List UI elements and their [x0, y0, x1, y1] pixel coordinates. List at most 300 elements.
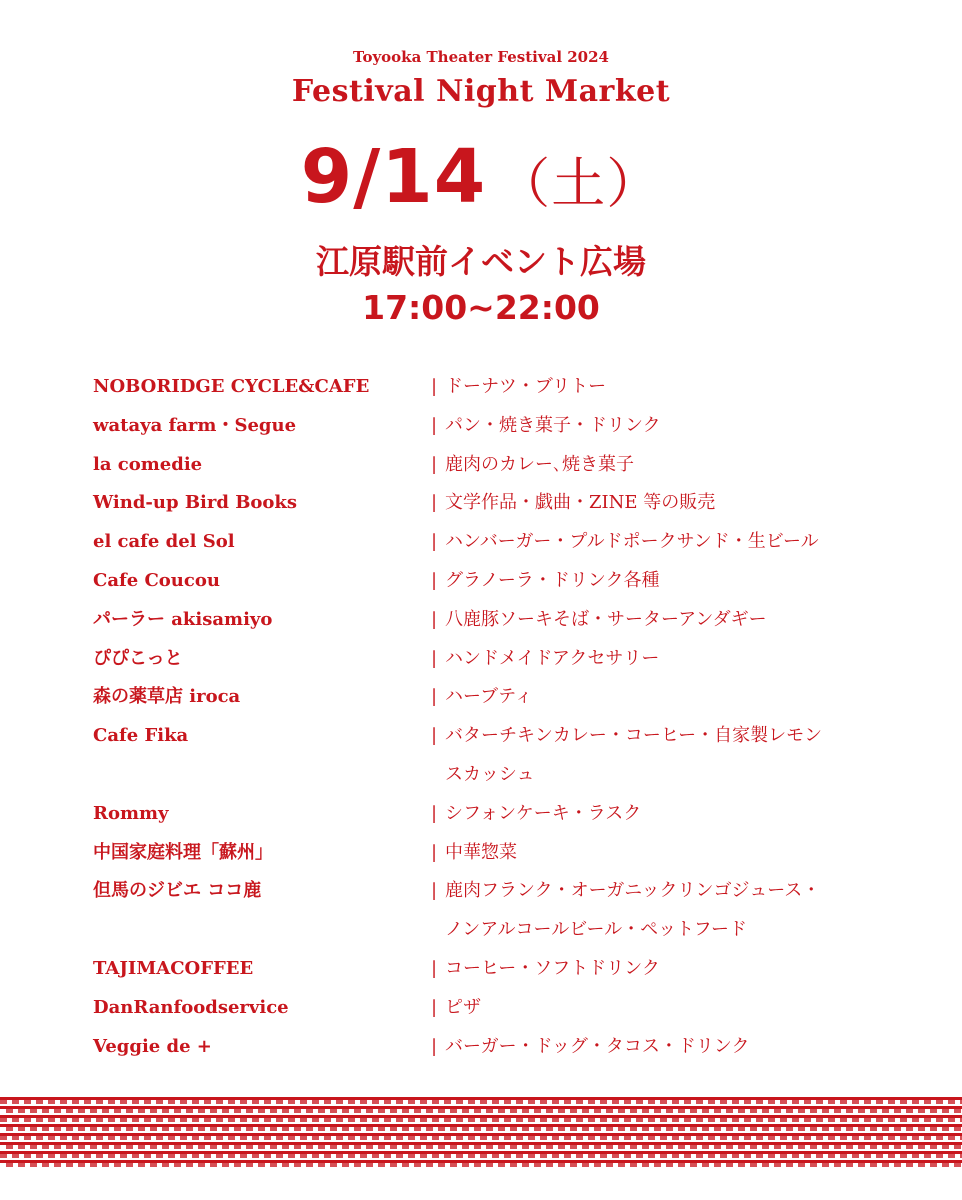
pattern-stitch — [138, 1127, 145, 1131]
pattern-stitch — [918, 1109, 925, 1113]
vendor-name: Rommy — [93, 802, 169, 824]
pattern-stitch — [444, 1154, 451, 1158]
pattern-stitch — [930, 1163, 937, 1167]
pattern-stitch — [900, 1136, 907, 1140]
pattern-stitch — [540, 1118, 547, 1122]
pattern-stitch — [780, 1136, 787, 1140]
pattern-stitch — [534, 1145, 541, 1149]
pattern-stitch — [522, 1163, 529, 1167]
pattern-stitch — [234, 1145, 241, 1149]
pattern-stitch — [816, 1154, 823, 1158]
pattern-stitch — [282, 1109, 289, 1113]
pattern-stitch — [702, 1127, 709, 1131]
pattern-stitch — [72, 1136, 79, 1140]
pattern-stitch — [600, 1136, 607, 1140]
pattern-stitch — [480, 1100, 487, 1104]
pattern-stitch — [930, 1127, 937, 1131]
pattern-stitch — [930, 1109, 937, 1113]
pattern-stitch — [576, 1154, 583, 1158]
pattern-stitch — [600, 1100, 607, 1104]
pattern-stripe — [0, 1151, 962, 1154]
pattern-stitch — [720, 1136, 727, 1140]
pattern-stitch — [402, 1109, 409, 1113]
pattern-stitch — [450, 1127, 457, 1131]
pattern-stitch — [486, 1109, 493, 1113]
pattern-stitch — [840, 1136, 847, 1140]
pattern-stitch — [660, 1136, 667, 1140]
pattern-stitch — [138, 1145, 145, 1149]
pattern-stitch — [570, 1145, 577, 1149]
pattern-stripe — [0, 1115, 962, 1118]
pattern-stitch — [384, 1136, 391, 1140]
pattern-stitch — [558, 1145, 565, 1149]
pattern-stitch — [114, 1145, 121, 1149]
separator-bar: | — [431, 725, 438, 747]
pattern-stitch — [90, 1109, 97, 1113]
pattern-stitch — [246, 1109, 253, 1113]
pattern-stitch — [258, 1163, 265, 1167]
vendor-name: el cafe del Sol — [93, 531, 235, 553]
pattern-stitch — [696, 1136, 703, 1140]
pattern-stitch — [696, 1100, 703, 1104]
pattern-stitch — [510, 1145, 517, 1149]
pattern-stitch — [432, 1100, 439, 1104]
pattern-stitch — [120, 1136, 127, 1140]
pattern-stitch — [132, 1154, 139, 1158]
pattern-stitch — [276, 1154, 283, 1158]
pattern-stitch — [888, 1100, 895, 1104]
pattern-stitch — [510, 1163, 517, 1167]
pattern-stitch — [126, 1127, 133, 1131]
vendor-items: 文学作品・戯曲・ZINE 等の販売 — [445, 492, 716, 514]
pattern-stitch — [666, 1145, 673, 1149]
pattern-stitch — [942, 1109, 949, 1113]
pattern-stitch — [684, 1136, 691, 1140]
pattern-stitch — [12, 1100, 19, 1104]
pattern-stitch — [102, 1127, 109, 1131]
pattern-stitch — [96, 1118, 103, 1122]
vendor-row — [93, 640, 883, 679]
pattern-stitch — [264, 1100, 271, 1104]
pattern-stitch — [276, 1118, 283, 1122]
pattern-stitch — [120, 1100, 127, 1104]
pattern-stitch — [726, 1127, 733, 1131]
pattern-stitch — [738, 1109, 745, 1113]
pattern-stitch — [846, 1163, 853, 1167]
pattern-stitch — [198, 1163, 205, 1167]
pattern-stitch — [834, 1145, 841, 1149]
pattern-stitch — [600, 1118, 607, 1122]
pattern-stitch — [24, 1118, 31, 1122]
pattern-stitch — [786, 1109, 793, 1113]
festival-subtitle: Toyooka Theater Festival 2024 — [353, 48, 609, 66]
pattern-stripe — [0, 1097, 962, 1100]
pattern-stitch — [468, 1136, 475, 1140]
pattern-stitch — [180, 1118, 187, 1122]
pattern-stitch — [462, 1163, 469, 1167]
pattern-stitch — [876, 1154, 883, 1158]
pattern-stitch — [228, 1100, 235, 1104]
pattern-stitch — [948, 1100, 955, 1104]
vendor-name: DanRanfoodservice — [93, 996, 289, 1018]
pattern-stitch — [792, 1118, 799, 1122]
pattern-stitch — [48, 1118, 55, 1122]
pattern-stitch — [924, 1100, 931, 1104]
pattern-stitch — [594, 1163, 601, 1167]
pattern-stitch — [924, 1154, 931, 1158]
pattern-stitch — [552, 1136, 559, 1140]
pattern-stitch — [900, 1154, 907, 1158]
pattern-stripe — [0, 1106, 962, 1109]
vendor-name: la comedie — [93, 453, 203, 475]
pattern-stitch — [540, 1136, 547, 1140]
pattern-stitch — [474, 1145, 481, 1149]
pattern-stitch — [180, 1154, 187, 1158]
pattern-stitch — [654, 1163, 661, 1167]
pattern-stitch — [396, 1100, 403, 1104]
pattern-stitch — [834, 1109, 841, 1113]
pattern-stitch — [834, 1163, 841, 1167]
vendor-items: 鹿肉のカレー､焼き菓子 — [445, 453, 634, 475]
vendor-items: ハーブティ — [445, 686, 533, 708]
pattern-stitch — [420, 1154, 427, 1158]
pattern-stitch — [372, 1136, 379, 1140]
pattern-stitch — [114, 1163, 121, 1167]
pattern-stitch — [198, 1127, 205, 1131]
pattern-stitch — [480, 1136, 487, 1140]
pattern-stitch — [18, 1163, 25, 1167]
pattern-stitch — [78, 1109, 85, 1113]
pattern-stitch — [768, 1136, 775, 1140]
pattern-stitch — [888, 1118, 895, 1122]
pattern-stitch — [552, 1100, 559, 1104]
vendor-name: Cafe Coucou — [93, 569, 220, 591]
pattern-stitch — [456, 1154, 463, 1158]
pattern-stitch — [900, 1100, 907, 1104]
pattern-stitch — [678, 1163, 685, 1167]
vendor-name: wataya farm・Segue — [93, 414, 297, 436]
pattern-stitch — [912, 1154, 919, 1158]
pattern-stitch — [30, 1109, 37, 1113]
pattern-stitch — [576, 1136, 583, 1140]
pattern-stitch — [450, 1163, 457, 1167]
pattern-stitch — [210, 1109, 217, 1113]
pattern-stitch — [156, 1136, 163, 1140]
pattern-stitch — [630, 1163, 637, 1167]
pattern-stitch — [816, 1100, 823, 1104]
pattern-stitch — [258, 1109, 265, 1113]
pattern-stitch — [198, 1109, 205, 1113]
pattern-stitch — [756, 1154, 763, 1158]
pattern-stitch — [84, 1136, 91, 1140]
pattern-stitch — [168, 1100, 175, 1104]
pattern-stitch — [132, 1100, 139, 1104]
pattern-stitch — [528, 1136, 535, 1140]
pattern-stitch — [528, 1100, 535, 1104]
pattern-stitch — [948, 1136, 955, 1140]
vendor-name: ぴぴこっと — [93, 647, 183, 669]
pattern-stitch — [282, 1127, 289, 1131]
pattern-stitch — [30, 1163, 37, 1167]
pattern-stitch — [480, 1154, 487, 1158]
vendor-row — [93, 756, 883, 795]
pattern-stitch — [882, 1127, 889, 1131]
pattern-stitch — [72, 1100, 79, 1104]
pattern-stitch — [90, 1127, 97, 1131]
vendor-items: ハンドメイドアクセサリー — [445, 647, 660, 669]
pattern-stitch — [54, 1145, 61, 1149]
pattern-stitch — [408, 1100, 415, 1104]
pattern-stitch — [870, 1163, 877, 1167]
pattern-stitch — [270, 1145, 277, 1149]
pattern-stitch — [612, 1136, 619, 1140]
pattern-stitch — [702, 1145, 709, 1149]
pattern-stitch — [690, 1145, 697, 1149]
vendor-items: 八鹿豚ソーキそば・サーターアンダギー — [445, 608, 767, 630]
pattern-stitch — [792, 1154, 799, 1158]
pattern-stitch — [150, 1109, 157, 1113]
pattern-stitch — [780, 1100, 787, 1104]
pattern-stitch — [840, 1118, 847, 1122]
pattern-stitch — [246, 1163, 253, 1167]
pattern-stitch — [612, 1100, 619, 1104]
pattern-stitch — [636, 1118, 643, 1122]
pattern-stitch — [546, 1127, 553, 1131]
pattern-stitch — [144, 1100, 151, 1104]
pattern-stitch — [558, 1163, 565, 1167]
pattern-stitch — [534, 1163, 541, 1167]
pattern-stitch — [354, 1163, 361, 1167]
pattern-stitch — [576, 1100, 583, 1104]
pattern-stitch — [450, 1109, 457, 1113]
pattern-stripe — [0, 1133, 962, 1136]
pattern-stitch — [192, 1100, 199, 1104]
pattern-stitch — [942, 1127, 949, 1131]
pattern-stitch — [624, 1136, 631, 1140]
pattern-stitch — [528, 1154, 535, 1158]
pattern-stitch — [876, 1100, 883, 1104]
pattern-stitch — [504, 1118, 511, 1122]
vendor-items: バーガー・ドッグ・タコス・ドリンク — [445, 1035, 750, 1057]
pattern-stitch — [648, 1154, 655, 1158]
pattern-stitch — [60, 1136, 67, 1140]
pattern-stitch — [492, 1100, 499, 1104]
pattern-stitch — [264, 1118, 271, 1122]
pattern-stitch — [426, 1145, 433, 1149]
pattern-stitch — [474, 1109, 481, 1113]
pattern-stitch — [516, 1118, 523, 1122]
pattern-stitch — [858, 1145, 865, 1149]
pattern-stitch — [858, 1109, 865, 1113]
pattern-stitch — [396, 1118, 403, 1122]
pattern-stitch — [828, 1136, 835, 1140]
pattern-stitch — [732, 1154, 739, 1158]
pattern-stitch — [390, 1127, 397, 1131]
pattern-stitch — [204, 1100, 211, 1104]
vendor-items: バターチキンカレー・コーヒー・自家製レモン — [445, 725, 823, 747]
pattern-stitch — [612, 1118, 619, 1122]
pattern-stitch — [108, 1100, 115, 1104]
pattern-stitch — [546, 1145, 553, 1149]
pattern-stitch — [432, 1136, 439, 1140]
pattern-stitch — [402, 1145, 409, 1149]
pattern-stitch — [564, 1136, 571, 1140]
pattern-stitch — [126, 1145, 133, 1149]
pattern-stitch — [54, 1109, 61, 1113]
pattern-stitch — [360, 1100, 367, 1104]
pattern-stitch — [774, 1145, 781, 1149]
pattern-stitch — [912, 1136, 919, 1140]
pattern-stitch — [708, 1100, 715, 1104]
pattern-stitch — [822, 1127, 829, 1131]
pattern-stitch — [804, 1100, 811, 1104]
pattern-stitch — [726, 1163, 733, 1167]
pattern-stitch — [714, 1127, 721, 1131]
pattern-stitch — [156, 1154, 163, 1158]
pattern-stitch — [60, 1118, 67, 1122]
pattern-stitch — [294, 1163, 301, 1167]
pattern-stitch — [300, 1154, 307, 1158]
pattern-stitch — [804, 1154, 811, 1158]
pattern-stitch — [636, 1136, 643, 1140]
pattern-stitch — [864, 1136, 871, 1140]
pattern-stitch — [708, 1136, 715, 1140]
pattern-stitch — [528, 1118, 535, 1122]
pattern-stitch — [264, 1154, 271, 1158]
date-value: 9/14 — [300, 134, 487, 220]
vendor-items: パン・焼き菓子・ドリンク — [445, 414, 661, 436]
pattern-stitch — [564, 1118, 571, 1122]
pattern-stitch — [438, 1127, 445, 1131]
pattern-stripe — [0, 1142, 962, 1145]
pattern-stitch — [462, 1145, 469, 1149]
pattern-stitch — [948, 1118, 955, 1122]
pattern-stitch — [228, 1118, 235, 1122]
pattern-stitch — [768, 1118, 775, 1122]
pattern-stitch — [798, 1109, 805, 1113]
pattern-stitch — [144, 1154, 151, 1158]
pattern-stitch — [336, 1136, 343, 1140]
pattern-stitch — [0, 1136, 7, 1140]
pattern-stitch — [234, 1163, 241, 1167]
pattern-stitch — [672, 1154, 679, 1158]
pattern-stitch — [618, 1109, 625, 1113]
pattern-stitch — [918, 1127, 925, 1131]
pattern-stitch — [192, 1136, 199, 1140]
pattern-stitch — [222, 1145, 229, 1149]
vendor-items: グラノーラ・ドリンク各種 — [445, 569, 660, 591]
pattern-stitch — [312, 1118, 319, 1122]
pattern-stitch — [882, 1163, 889, 1167]
pattern-stitch — [816, 1136, 823, 1140]
pattern-stitch — [42, 1145, 49, 1149]
pattern-stitch — [954, 1145, 961, 1149]
pattern-stitch — [810, 1109, 817, 1113]
pattern-stitch — [852, 1154, 859, 1158]
pattern-stitch — [756, 1136, 763, 1140]
pattern-stitch — [606, 1109, 613, 1113]
pattern-stitch — [414, 1127, 421, 1131]
pattern-stitch — [78, 1127, 85, 1131]
vendor-row — [93, 911, 883, 950]
vendor-items: コーヒー・ソフトドリンク — [445, 957, 660, 979]
pattern-stitch — [216, 1136, 223, 1140]
pattern-stitch — [36, 1136, 43, 1140]
vendor-name: 中国家庭料理「蘇州」 — [93, 841, 273, 863]
pattern-stitch — [120, 1118, 127, 1122]
pattern-stitch — [642, 1163, 649, 1167]
pattern-stitch — [192, 1154, 199, 1158]
pattern-stitch — [378, 1127, 385, 1131]
pattern-stitch — [774, 1163, 781, 1167]
pattern-stitch — [0, 1118, 7, 1122]
pattern-stitch — [282, 1163, 289, 1167]
pattern-stitch — [324, 1154, 331, 1158]
event-title: Festival Night Market — [291, 74, 671, 109]
pattern-stitch — [12, 1118, 19, 1122]
vendor-row — [93, 407, 883, 446]
pattern-stitch — [324, 1118, 331, 1122]
pattern-stitch — [552, 1118, 559, 1122]
pattern-stitch — [456, 1118, 463, 1122]
pattern-stitch — [108, 1118, 115, 1122]
pattern-stitch — [492, 1118, 499, 1122]
pattern-stitch — [186, 1145, 193, 1149]
pattern-stitch — [690, 1163, 697, 1167]
pattern-stitch — [498, 1145, 505, 1149]
pattern-stitch — [630, 1127, 637, 1131]
pattern-stitch — [234, 1127, 241, 1131]
pattern-stitch — [312, 1136, 319, 1140]
pattern-stitch — [606, 1163, 613, 1167]
pattern-stitch — [912, 1118, 919, 1122]
pattern-stitch — [564, 1154, 571, 1158]
pattern-stitch — [84, 1154, 91, 1158]
pattern-stitch — [630, 1145, 637, 1149]
pattern-stitch — [132, 1118, 139, 1122]
pattern-stitch — [204, 1136, 211, 1140]
pattern-stitch — [378, 1163, 385, 1167]
pattern-stitch — [66, 1109, 73, 1113]
pattern-stitch — [750, 1109, 757, 1113]
pattern-stitch — [36, 1118, 43, 1122]
pattern-stitch — [672, 1118, 679, 1122]
vendor-name: 但馬のジビエ ココ鹿 — [93, 880, 262, 902]
pattern-stitch — [186, 1163, 193, 1167]
pattern-stitch — [30, 1145, 37, 1149]
separator-bar: | — [431, 686, 438, 708]
pattern-stitch — [648, 1118, 655, 1122]
pattern-stitch — [498, 1163, 505, 1167]
pattern-stitch — [252, 1154, 259, 1158]
vendor-name: NOBORIDGE CYCLE&CAFE — [93, 376, 370, 397]
pattern-stitch — [360, 1118, 367, 1122]
pattern-stitch — [66, 1163, 73, 1167]
pattern-stitch — [642, 1109, 649, 1113]
pattern-stitch — [906, 1163, 913, 1167]
pattern-stitch — [300, 1100, 307, 1104]
vendor-row — [93, 678, 883, 717]
pattern-stitch — [702, 1109, 709, 1113]
separator-bar: | — [431, 996, 438, 1018]
pattern-stitch — [822, 1163, 829, 1167]
pattern-stitch — [768, 1100, 775, 1104]
vendor-row — [93, 368, 883, 407]
pattern-stitch — [846, 1127, 853, 1131]
pattern-stitch — [942, 1163, 949, 1167]
event-date — [0, 134, 962, 220]
pattern-stitch — [66, 1127, 73, 1131]
